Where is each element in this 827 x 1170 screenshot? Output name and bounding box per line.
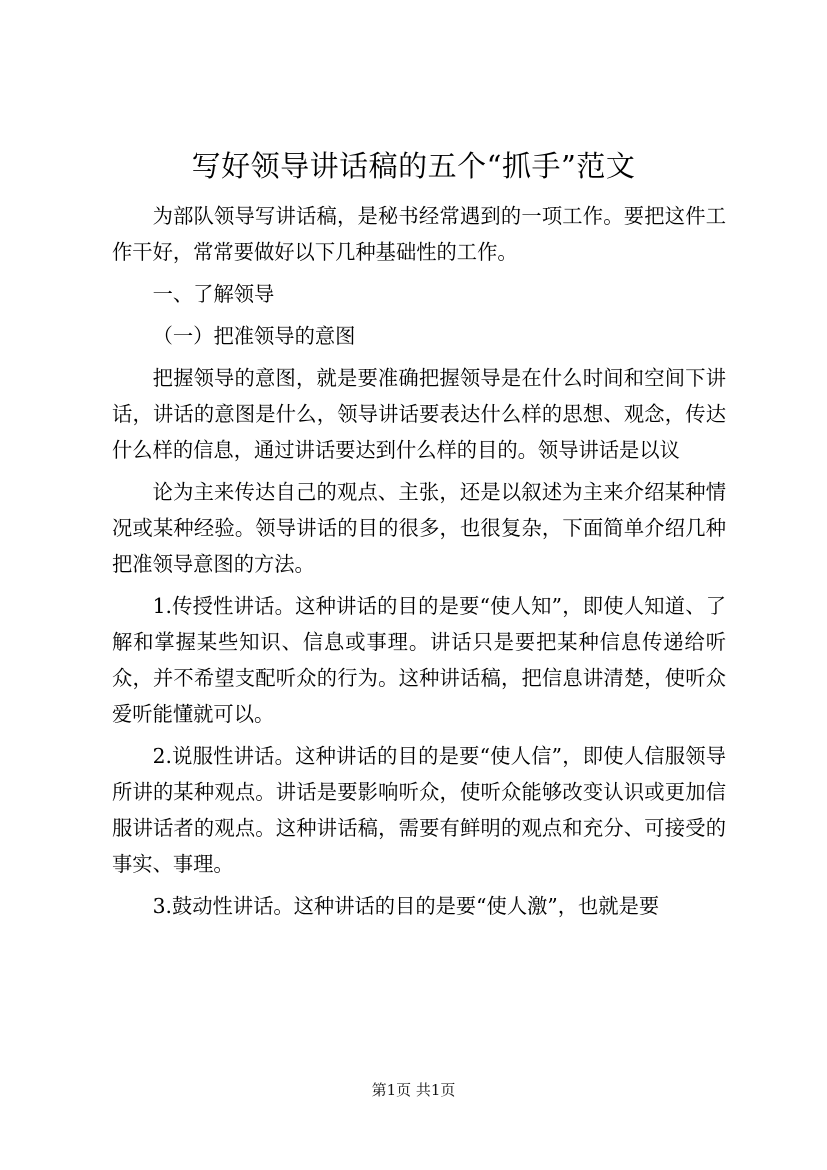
paragraph-item-3: 3.鼓动性讲话。这种讲话的目的是要“使人激”，也就是要 [152, 894, 660, 918]
paragraph-item-2: 2.说服性讲话。这种讲话的目的是要“使人信”，即使人信服领导所讲的某种观点。讲话是要影响听众，使听众能够改变认识或更加信服讲话者的观点。这种讲话稿，需要有鲜明的观点和充分、可接受的事实、事理。 [112, 744, 726, 876]
paragraph-intro: 为部队领导写讲话稿，是秘书经常遇到的一项工作。要把这件工作干好，常常要做好以下几种基础性的工作。 [112, 204, 726, 264]
subsection-heading: （一）把准领导的意图 [152, 324, 356, 348]
document-body [112, 198, 726, 930]
paragraph-intent: 把握领导的意图，就是要准确把握领导是在什么时间和空间下讲话，讲话的意图是什么，领导讲话要表达什么样的思想、观念，传达什么样的信息，通过讲话要达到什么样的目的。领导讲话是以议 [112, 366, 726, 462]
page-number-footer: 第1页 共1页 [371, 1081, 456, 1099]
paragraph-item-1: 1.传授性讲话。这种讲话的目的是要“使人知”，即使人知道、了解和掌握某些知识、信息或事理。讲话只是要把某种信息传递给听众，并不希望支配听众的行为。这种讲话稿，把信息讲清楚，使听众爱听能懂就可以。 [112, 594, 726, 726]
section-heading: 一、了解领导 [152, 282, 275, 306]
paragraph-methods: 论为主来传达自己的观点、主张，还是以叙述为主来介绍某种情况或某种经验。领导讲话的目的很多，也很复杂，下面简单介绍几种把准领导意图的方法。 [112, 480, 726, 576]
document-title: 写好领导讲话稿的五个“抓手”范文 [191, 149, 636, 183]
